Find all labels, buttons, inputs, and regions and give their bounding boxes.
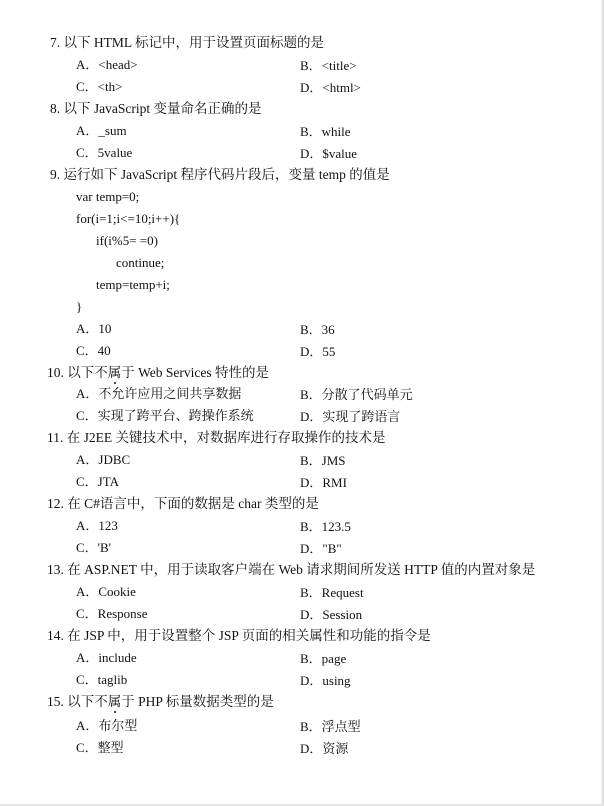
- option-label: A．: [76, 718, 99, 733]
- option-text: JDBC: [98, 452, 131, 467]
- code-line-2: for(i=1;i<=10;i++){: [76, 211, 181, 226]
- code-line-3: if(i%5= =0): [96, 233, 158, 248]
- question-text: 以下 HTML 标记中，用于设置页面标题的是: [63, 35, 324, 50]
- option-9-a: [76, 321, 111, 337]
- option-text: JTA: [97, 474, 120, 489]
- option-label: C．: [76, 540, 98, 555]
- question-10: [47, 365, 269, 381]
- option-label: B．: [300, 651, 322, 666]
- question-number: 10.: [47, 365, 64, 380]
- option-label: B．: [300, 719, 322, 734]
- option-label: A．: [76, 321, 99, 336]
- question-number: 12.: [47, 496, 64, 511]
- option-text: page: [321, 651, 347, 666]
- option-text: 36: [321, 322, 335, 337]
- option-text: using: [322, 673, 351, 688]
- option-text: <head>: [98, 57, 138, 72]
- option-text: 分散了代码单元: [321, 387, 413, 402]
- option-10-d: [300, 409, 400, 425]
- option-text: 浮点型: [321, 719, 361, 734]
- option-10-c: [76, 408, 254, 424]
- option-14-d: [300, 673, 351, 689]
- option-label: D．: [300, 409, 323, 424]
- question-number: 9.: [50, 167, 61, 182]
- option-label: B．: [300, 58, 322, 73]
- question-9: [50, 167, 390, 183]
- option-8-d: [300, 146, 357, 162]
- code-line-4: continue;: [116, 255, 165, 270]
- option-label: C．: [76, 740, 98, 755]
- question-number: 15.: [47, 694, 64, 709]
- question-8: [50, 101, 261, 117]
- question-text: 以下 JavaScript 变量命名正确的是: [63, 101, 262, 116]
- option-text: _sum: [98, 123, 127, 138]
- option-text: 资源: [322, 741, 349, 756]
- option-label: A．: [76, 518, 99, 533]
- option-text: Cookie: [98, 584, 136, 599]
- code-line-1: var temp=0;: [76, 189, 140, 204]
- option-label: A．: [76, 650, 99, 665]
- question-number: 8.: [50, 101, 61, 116]
- option-8-c: [76, 145, 132, 161]
- option-8-b: [300, 124, 351, 140]
- option-9-c: [76, 343, 111, 359]
- option-13-a: [76, 584, 136, 600]
- option-7-a: [76, 57, 138, 73]
- option-14-c: [76, 672, 127, 688]
- question-text-pre: 以下: [67, 365, 95, 380]
- option-10-a: [76, 386, 241, 402]
- question-7: [50, 35, 324, 51]
- option-text: 整型: [97, 740, 124, 755]
- option-text: 'B': [97, 540, 112, 555]
- option-text: 123.5: [321, 519, 351, 534]
- option-13-d: [300, 607, 362, 623]
- option-label: A．: [76, 386, 99, 401]
- question-number: 13.: [47, 562, 64, 577]
- option-10-b: [300, 387, 413, 403]
- option-label: B．: [300, 453, 322, 468]
- question-text: 运行如下 JavaScript 程序代码片段后，变量 temp 的值是: [63, 167, 390, 182]
- option-12-b: [300, 519, 351, 535]
- option-11-c: [76, 474, 119, 490]
- emphasis-text: 不属于: [94, 694, 135, 709]
- option-label: D．: [300, 475, 323, 490]
- option-label: B．: [300, 585, 322, 600]
- option-12-c: [76, 540, 111, 556]
- question-number: 11.: [47, 430, 64, 445]
- option-7-c: [76, 79, 122, 95]
- option-label: A．: [76, 57, 99, 72]
- option-text: "B": [322, 541, 342, 556]
- option-label: C．: [76, 672, 98, 687]
- option-7-d: [300, 80, 361, 96]
- option-label: A．: [76, 123, 99, 138]
- option-text: taglib: [97, 672, 128, 687]
- option-label: D．: [300, 344, 323, 359]
- option-text: Request: [321, 585, 364, 600]
- option-9-b: [300, 322, 335, 338]
- option-label: B．: [300, 124, 322, 139]
- option-14-a: [76, 650, 137, 666]
- question-text: 在 J2EE 关键技术中，对数据库进行存取操作的技术是: [66, 430, 386, 445]
- question-text-post: PHP 标量数据类型的是: [134, 694, 274, 709]
- option-text: <th>: [97, 79, 123, 94]
- option-text: include: [98, 650, 137, 665]
- question-13: [47, 562, 535, 578]
- question-text-pre: 以下: [67, 694, 95, 709]
- option-label: D．: [300, 741, 323, 756]
- code-line-5: temp=temp+i;: [96, 277, 170, 292]
- option-11-b: [300, 453, 346, 469]
- option-label: D．: [300, 80, 323, 95]
- option-text: 不允许应用之间共享数据: [98, 386, 242, 401]
- option-text: Response: [97, 606, 148, 621]
- option-label: D．: [300, 673, 323, 688]
- option-11-d: [300, 475, 347, 491]
- option-label: C．: [76, 606, 98, 621]
- option-label: B．: [300, 387, 322, 402]
- option-text: 123: [98, 518, 118, 533]
- question-15: [47, 694, 274, 710]
- option-13-c: [76, 606, 148, 622]
- option-label: C．: [76, 343, 98, 358]
- question-number: 14.: [47, 628, 64, 643]
- option-text: RMI: [322, 475, 347, 490]
- option-text: 布尔型: [98, 718, 138, 733]
- emphasis-text: 不属于: [94, 365, 135, 380]
- option-text: 10: [98, 321, 112, 336]
- option-text: 实现了跨平台、跨操作系统: [97, 408, 254, 423]
- option-label: A．: [76, 452, 99, 467]
- option-label: D．: [300, 607, 323, 622]
- option-text: 55: [322, 344, 336, 359]
- option-15-c: [76, 740, 124, 756]
- option-14-b: [300, 651, 346, 667]
- option-7-b: [300, 58, 357, 74]
- option-15-b: [300, 719, 361, 735]
- question-12: [47, 496, 319, 512]
- question-text: 在 JSP 中，用于设置整个 JSP 页面的相关属性和功能的指令是: [67, 628, 431, 643]
- option-text: while: [321, 124, 351, 139]
- option-12-d: [300, 541, 342, 557]
- option-text: 实现了跨语言: [322, 409, 401, 424]
- option-text: <title>: [321, 58, 357, 73]
- option-label: B．: [300, 519, 322, 534]
- option-text: Session: [322, 607, 363, 622]
- option-12-a: [76, 518, 118, 534]
- option-text: JMS: [321, 453, 346, 468]
- option-15-d: [300, 741, 348, 757]
- option-11-a: [76, 452, 130, 468]
- option-label: B．: [300, 322, 322, 337]
- question-text-post: Web Services 特性的是: [134, 365, 270, 380]
- option-text: 40: [97, 343, 111, 358]
- code-line-6: }: [76, 299, 83, 314]
- option-15-a: [76, 718, 137, 734]
- option-13-b: [300, 585, 364, 601]
- option-label: D．: [300, 541, 323, 556]
- question-text: 在 C#语言中，下面的数据是 char 类型的是: [67, 496, 319, 511]
- option-text: <html>: [322, 80, 361, 95]
- option-label: C．: [76, 408, 98, 423]
- option-text: $value: [322, 146, 358, 161]
- option-label: A．: [76, 584, 99, 599]
- question-11: [47, 430, 386, 446]
- question-number: 7.: [50, 35, 61, 50]
- option-label: C．: [76, 145, 98, 160]
- option-9-d: [300, 344, 335, 360]
- question-text: 在 ASP.NET 中，用于读取客户端在 Web 请求期间所发送 HTTP 值的内置对象是: [67, 562, 536, 577]
- option-text: 5value: [97, 145, 133, 160]
- option-label: C．: [76, 474, 98, 489]
- option-label: D．: [300, 146, 323, 161]
- question-14: [47, 628, 431, 644]
- option-label: C．: [76, 79, 98, 94]
- option-8-a: [76, 123, 127, 139]
